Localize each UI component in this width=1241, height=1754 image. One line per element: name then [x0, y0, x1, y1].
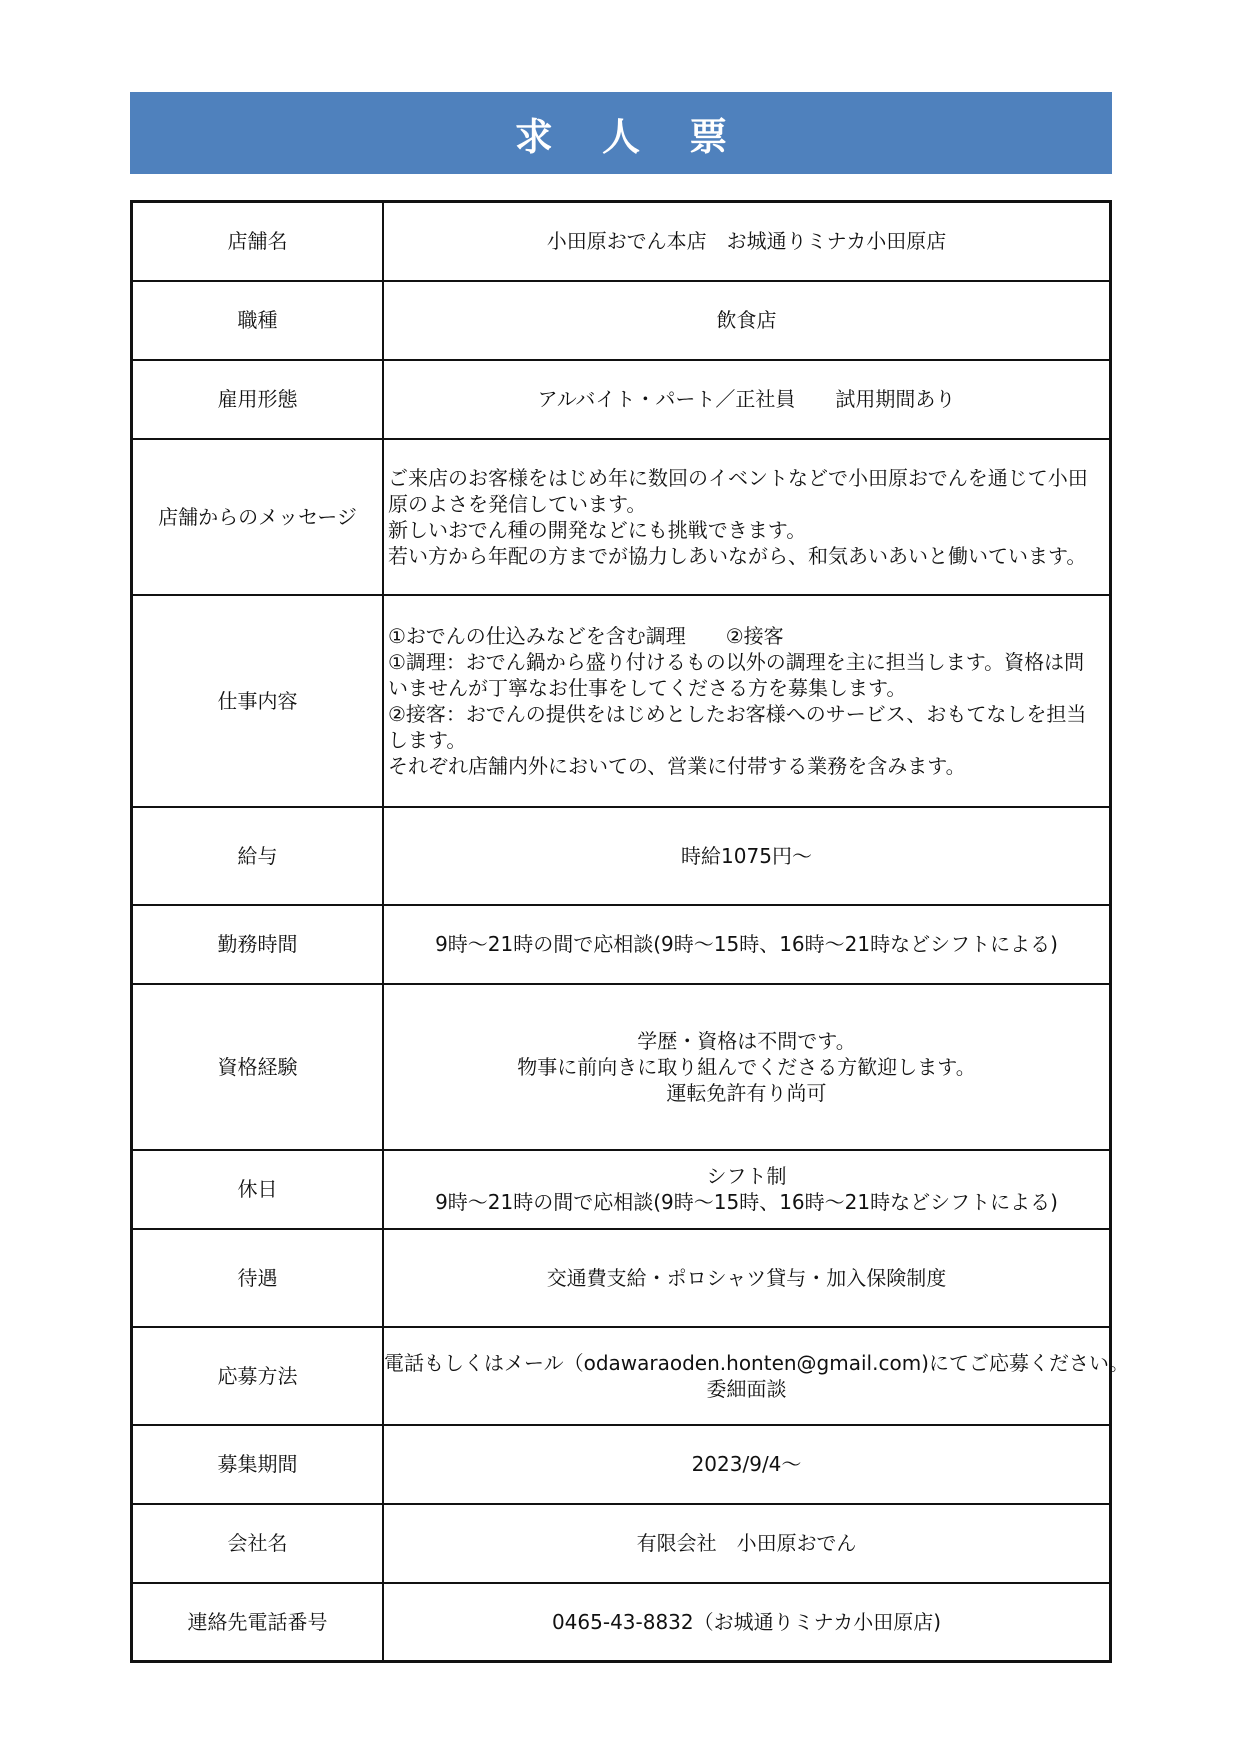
title-banner	[130, 92, 1112, 174]
row-employment	[132, 360, 1111, 439]
row-company	[132, 1504, 1111, 1583]
label-employment: 雇用形態	[132, 360, 384, 439]
duties-line: ①おでんの仕込みなどを含む調理 ②接客	[388, 623, 784, 648]
label-benefits: 待遇	[132, 1229, 384, 1327]
row-job-type	[132, 281, 1111, 360]
label-job-type: 職種	[132, 281, 384, 360]
row-salary	[132, 807, 1111, 905]
value-benefits: 交通費支給・ポロシャツ貸与・加入保険制度	[383, 1229, 1111, 1327]
row-apply	[132, 1327, 1111, 1425]
label-apply: 応募方法	[132, 1327, 384, 1425]
qualifications-line: 運転免許有り尚可	[666, 1080, 827, 1105]
row-contact	[132, 1583, 1111, 1662]
row-store-name	[132, 202, 1111, 281]
label-company: 会社名	[132, 1504, 384, 1583]
label-store-name: 店舗名	[132, 202, 384, 281]
label-salary: 給与	[132, 807, 384, 905]
value-store-name: 小田原おでん本店 お城通りミナカ小田原店	[383, 202, 1111, 281]
row-period	[132, 1425, 1111, 1504]
value-salary: 時給1075円～	[383, 807, 1111, 905]
row-duties	[132, 595, 1111, 807]
label-period: 募集期間	[132, 1425, 384, 1504]
apply-line: 委細面談	[706, 1376, 787, 1401]
value-apply	[383, 1327, 1129, 1425]
label-qualifications: 資格経験	[132, 984, 384, 1150]
message-line: ご来店のお客様をはじめ年に数回のイベントなどで小田原おでんを通じて小田原のよさを発信しています。	[388, 465, 1088, 516]
holidays-line: 9時～21時の間で応相談(9時～15時、16時～21時などシフトによる)	[435, 1190, 1058, 1214]
qualifications-line: 学歴・資格は不問です。	[637, 1028, 856, 1053]
value-company: 有限会社 小田原おでん	[383, 1504, 1111, 1583]
duties-line: ②接客：おでんの提供をはじめとしたお客様へのサービス、おもてなしを担当します。	[388, 701, 1087, 752]
value-holidays	[383, 1150, 1111, 1229]
duties-line: ①調理：おでん鍋から盛り付けるもの以外の調理を主に担当します。資格は問いませんが丁寧なお仕事をしてくださる方を募集します。	[388, 649, 1085, 700]
job-posting-table	[130, 200, 1129, 1663]
value-employment: アルバイト・パート／正社員 試用期間あり	[383, 360, 1111, 439]
value-job-type: 飲食店	[383, 281, 1111, 360]
value-message	[383, 439, 1111, 595]
page-title: 求 人 票	[514, 114, 746, 159]
value-period: 2023/9/4～	[383, 1425, 1111, 1504]
row-hours	[132, 905, 1111, 984]
apply-line: 電話もしくはメール（odawaraoden.honten@gmail.com)にてご応募ください。	[384, 1350, 1129, 1375]
label-hours: 勤務時間	[132, 905, 384, 984]
qualifications-line: 物事に前向きに取り組んでくださる方歓迎します。	[517, 1054, 976, 1079]
value-contact: 0465-43-8832（お城通りミナカ小田原店)	[383, 1583, 1111, 1662]
holidays-line: シフト制	[706, 1164, 787, 1188]
label-contact: 連絡先電話番号	[132, 1583, 384, 1662]
row-message	[132, 439, 1111, 595]
label-holidays: 休日	[132, 1150, 384, 1229]
message-line: 若い方から年配の方までが協力しあいながら、和気あいあいと働いています。	[388, 543, 1087, 568]
message-line: 新しいおでん種の開発などにも挑戦できます。	[388, 517, 807, 542]
duties-line: それぞれ店舗内外においての、営業に付帯する業務を含みます。	[388, 753, 966, 778]
row-holidays	[132, 1150, 1111, 1229]
label-message: 店舗からのメッセージ	[132, 439, 384, 595]
hours-text: 9時～21時の間で応相談(9時～15時、16時～21時などシフトによる)	[435, 932, 1058, 956]
value-qualifications	[383, 984, 1111, 1150]
row-qualifications	[132, 984, 1111, 1150]
row-benefits	[132, 1229, 1111, 1327]
value-duties	[383, 595, 1111, 807]
label-duties: 仕事内容	[132, 595, 384, 807]
value-hours	[383, 905, 1111, 984]
